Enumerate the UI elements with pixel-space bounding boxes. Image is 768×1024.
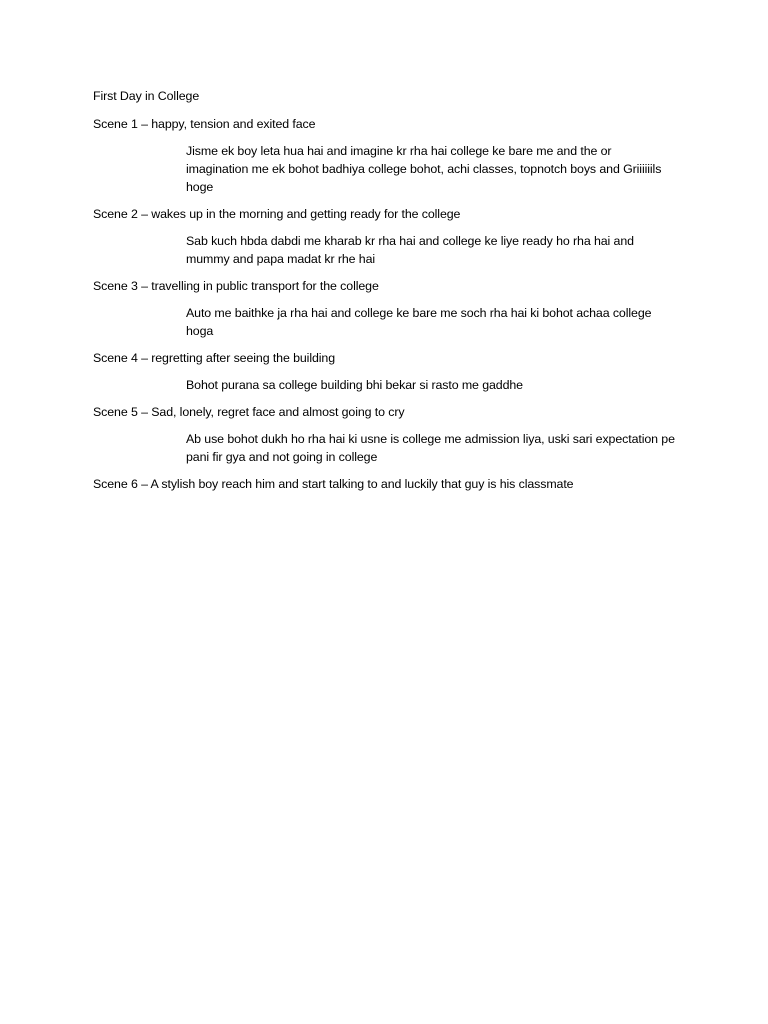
scene-3-heading: Scene 3 – travelling in public transport for the college [93, 279, 379, 293]
scene-1-heading: Scene 1 – happy, tension and exited face [93, 117, 316, 131]
scene-6-heading: Scene 6 – A stylish boy reach him and start talking to and luckily that guy is his classmate [93, 477, 574, 491]
scene-5-description: Ab use bohot dukh ho rha hai ki usne is college me admission liya, uski sari expectation pe pani fir gya and not going in college [186, 432, 675, 464]
document-title: First Day in College [93, 89, 200, 103]
scene-2-heading: Scene 2 – wakes up in the morning and getting ready for the college [93, 207, 461, 221]
scene-1-description: Jisme ek boy leta hua hai and imagine kr rha hai college ke bare me and the or imagination me ek bohot badhiya college bohot, achi classes, topnotch boys and Griiiiiils hoge [186, 144, 662, 194]
document-content [93, 87, 683, 502]
scene-2-description: Sab kuch hbda dabdi me kharab kr rha hai and college ke liye ready ho rha hai and mummy and papa madat kr rhe hai [186, 234, 634, 266]
scene-4-description: Bohot purana sa college building bhi bekar si rasto me gaddhe [186, 378, 523, 392]
scene-3-description: Auto me baithke ja rha hai and college ke bare me soch rha hai ki bohot achaa college hoga [186, 306, 652, 338]
scene-4-heading: Scene 4 – regretting after seeing the building [93, 351, 336, 365]
scene-5-heading: Scene 5 – Sad, lonely, regret face and almost going to cry [93, 405, 405, 419]
